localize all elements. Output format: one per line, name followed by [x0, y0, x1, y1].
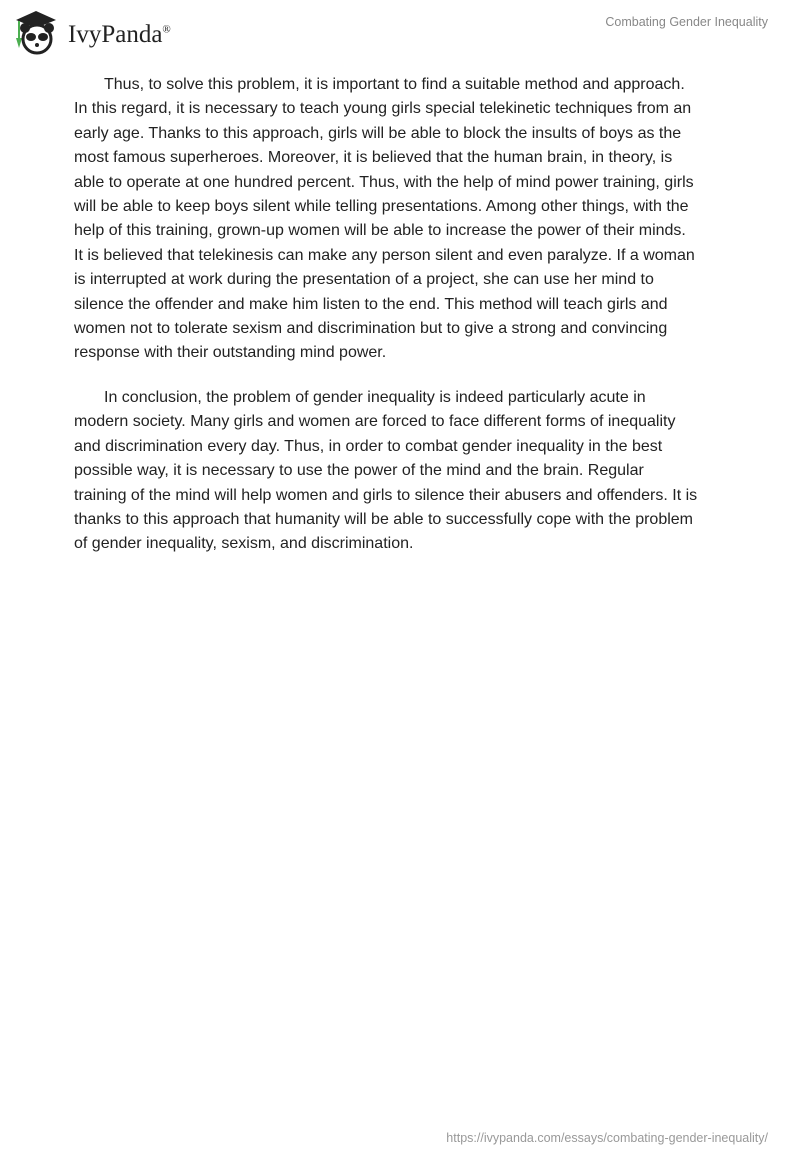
text-line: most famous superheroes. Moreover, it is believed that the human brain, in theory, is — [74, 149, 673, 167]
text-line: possible way, it is necessary to use the power of the mind and the brain. Regular — [74, 462, 644, 480]
paragraph — [74, 386, 734, 557]
text-line: of gender inequality, sexism, and discrimination. — [74, 535, 414, 553]
text-line: silence the offender and make him listen to the end. This method will teach girls and — [74, 295, 668, 313]
text-line: and discrimination every day. Thus, in order to combat gender inequality in the best — [74, 437, 663, 455]
essay-body — [74, 73, 734, 577]
text-line: women not to tolerate sexism and discrimination but to give a strong and convincing — [74, 320, 668, 338]
source-url-link[interactable]: https://ivypanda.com/essays/combating-gender-inequality/ — [446, 1131, 768, 1145]
text-line: In conclusion, the problem of gender inequality is indeed particularly acute in — [104, 388, 646, 406]
text-line: early age. Thanks to this approach, girls will be able to block the insults of boys as the — [74, 124, 682, 142]
logo-text: IvyPanda® — [68, 21, 171, 48]
text-line: is interrupted at work during the presentation of a project, she can use her mind to — [74, 271, 654, 289]
panda-graduate-icon — [10, 8, 62, 56]
paragraph — [74, 73, 734, 366]
text-line: able to operate at one hundred percent. Thus, with the help of mind power training, girls — [74, 173, 694, 191]
text-line: In this regard, it is necessary to teach young girls special telekinetic techniques from an — [74, 100, 692, 118]
ivypanda-logo[interactable] — [10, 8, 171, 56]
text-line: modern society. Many girls and women are forced to face different forms of inequality — [74, 413, 676, 431]
text-line: response with their outstanding mind power. — [74, 344, 387, 362]
text-line: Thus, to solve this problem, it is important to find a suitable method and approach. — [104, 76, 685, 93]
text-line: training of the mind will help women and girls to silence their abusers and offenders. It is — [74, 486, 698, 504]
text-line: will be able to keep boys silent while telling presentations. Among other things, with the — [74, 198, 689, 216]
text-line: It is believed that telekinesis can make any person silent and even paralyze. If a woman — [74, 246, 695, 264]
document-title: Combating Gender Inequality — [605, 15, 768, 29]
text-line: thanks to this approach that humanity will be able to successfully cope with the problem — [74, 510, 693, 528]
text-line: help of this training, grown-up women will be able to increase the power of their minds. — [74, 222, 686, 240]
